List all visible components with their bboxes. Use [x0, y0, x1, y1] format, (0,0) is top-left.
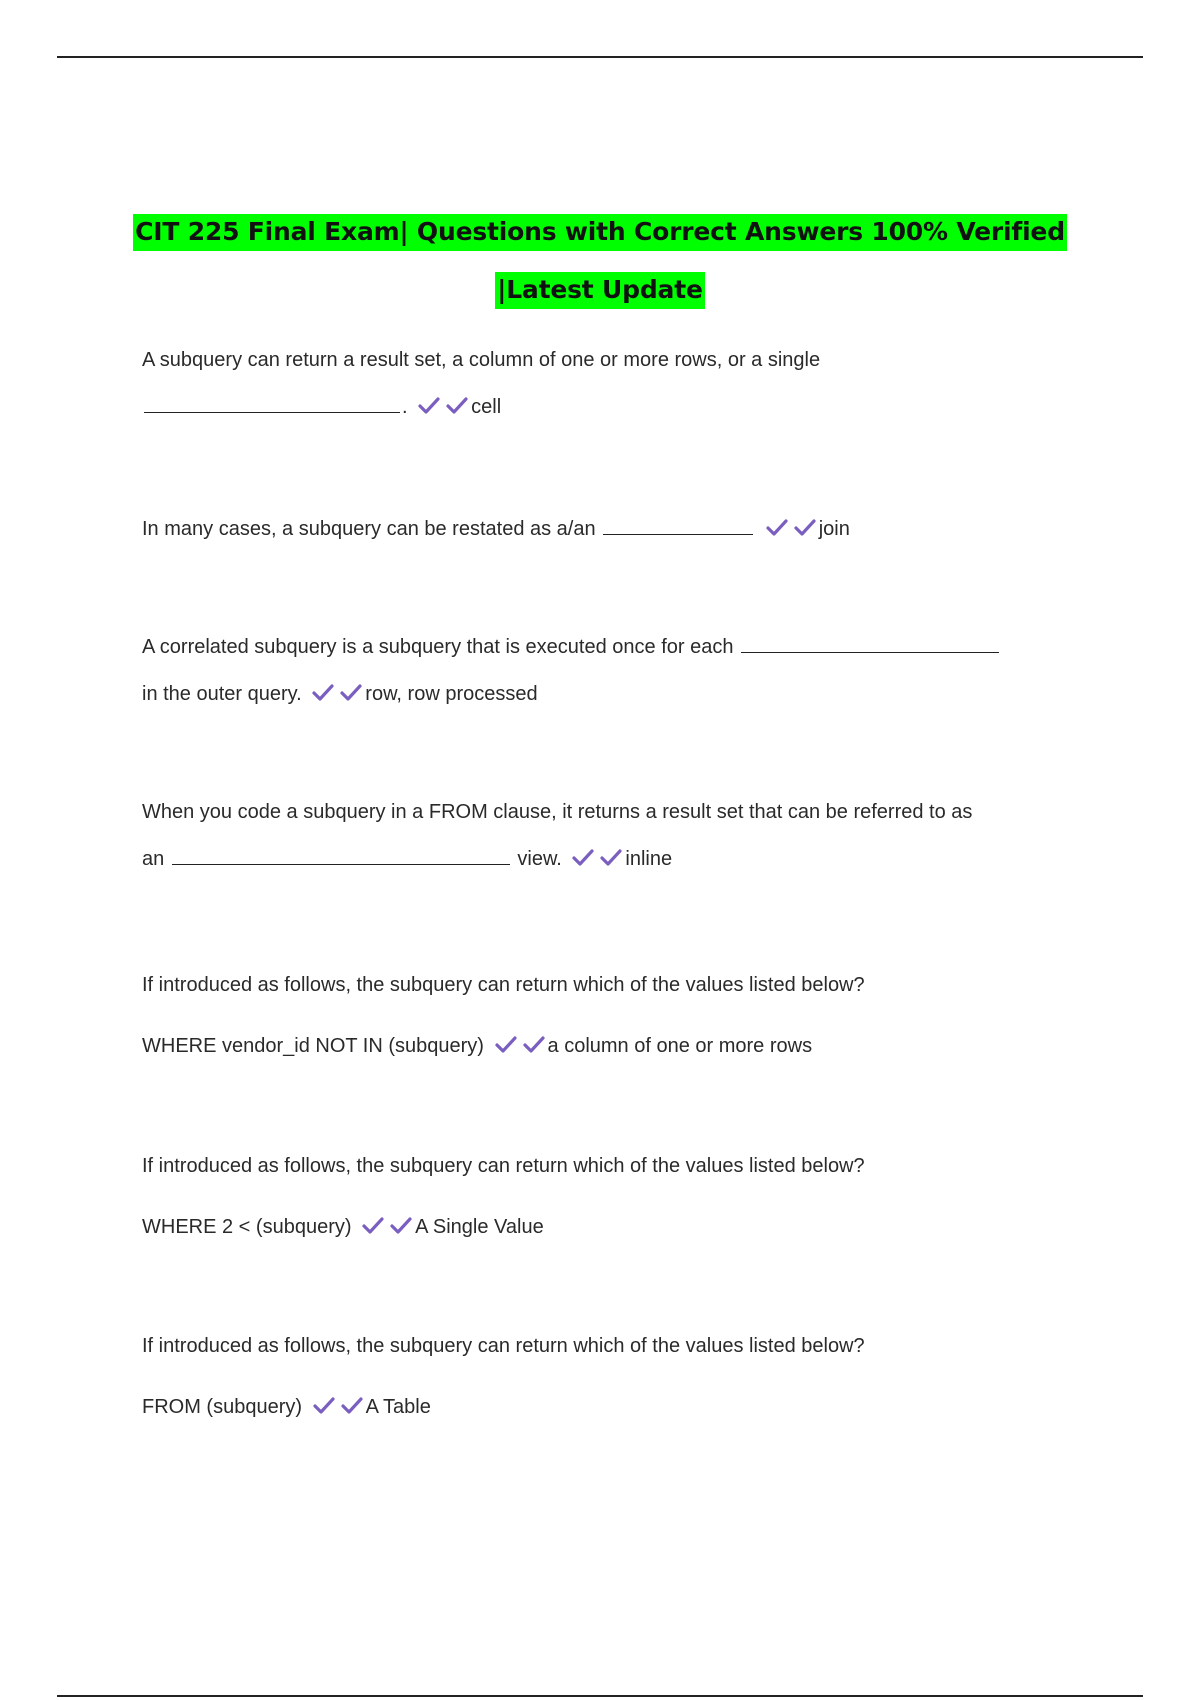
- title-line-1: CIT 225 Final Exam| Questions with Correct Answers 100% Verified: [133, 214, 1067, 251]
- answer-text: A Table: [365, 1396, 431, 1418]
- checkmark-icon: [494, 1035, 518, 1055]
- question-text: in the outer query.: [142, 683, 302, 705]
- question-3: [142, 624, 1072, 718]
- answer-blank: [741, 632, 999, 653]
- question-text: A subquery can return a result set, a column of one or more rows, or a single: [142, 349, 821, 371]
- checkmark-icon: [793, 518, 817, 538]
- top-rule: [57, 56, 1143, 58]
- question-6: [142, 1136, 1072, 1258]
- answer-blank: [144, 392, 400, 413]
- checkmark-icon: [522, 1035, 546, 1055]
- checkmark-icon: [339, 683, 363, 703]
- question-text: FROM (subquery): [142, 1396, 303, 1418]
- question-text: WHERE vendor_id NOT IN (subquery): [142, 1035, 484, 1057]
- title-line-2: |Latest Update: [495, 272, 704, 309]
- answer-blank: [172, 844, 510, 865]
- checkmark-icon: [417, 396, 441, 416]
- answer-text: A Single Value: [415, 1216, 544, 1238]
- checkmark-icon: [445, 396, 469, 416]
- checkmark-icon: [389, 1216, 413, 1236]
- question-text: WHERE 2 < (subquery): [142, 1216, 352, 1238]
- question-text: If introduced as follows, the subquery can return which of the values listed below?: [142, 1335, 865, 1357]
- checkmark-icon: [599, 848, 623, 868]
- answer-text: cell: [471, 396, 502, 418]
- checkmark-icon: [571, 848, 595, 868]
- question-text: When you code a subquery in a FROM clause, it returns a result set that can be referred to as: [142, 801, 973, 823]
- checkmark-icon: [312, 1396, 336, 1416]
- answer-text: row, row processed: [365, 683, 538, 705]
- checkmark-icon: [311, 683, 335, 703]
- answer-text: a column of one or more rows: [547, 1035, 813, 1057]
- question-2: [142, 506, 1072, 553]
- question-text: In many cases, a subquery can be restated as a/an: [142, 518, 596, 540]
- checkmark-icon: [765, 518, 789, 538]
- question-text-end: view.: [517, 848, 562, 870]
- question-7: [142, 1316, 1072, 1438]
- checkmark-icon: [361, 1216, 385, 1236]
- question-text: If introduced as follows, the subquery can return which of the values listed below?: [142, 974, 865, 996]
- bottom-rule: [57, 1695, 1143, 1697]
- question-5: [142, 955, 1072, 1077]
- question-text: an: [142, 848, 165, 870]
- question-1: [142, 337, 1072, 431]
- answer-blank: [603, 514, 753, 535]
- question-text: A correlated subquery is a subquery that is executed once for each: [142, 636, 734, 658]
- question-text-end: .: [402, 396, 408, 418]
- question-text: If introduced as follows, the subquery can return which of the values listed below?: [142, 1155, 865, 1177]
- answer-text: join: [818, 518, 850, 540]
- checkmark-icon: [340, 1396, 364, 1416]
- answer-text: inline: [625, 848, 673, 870]
- document-title: [0, 214, 1200, 330]
- question-4: [142, 789, 1072, 883]
